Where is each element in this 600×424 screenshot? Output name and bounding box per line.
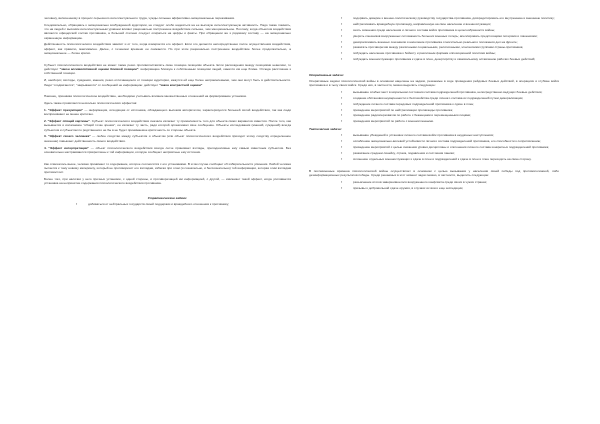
- paragraph: Более того, при наличии у него прочных установок, с одной стороны, и противоречащей им информацией, с другой, — извлекает такой эффект, когда усиливается установка на непринятие содержания психологического воздействия противника.: [44, 177, 291, 186]
- effect-item: 2. "Эффект спящей картины". Субъект психологического воздействия сначала излагает ту приемлемость того для объекта своих вариантов известия. После того, как вызывается и излагаемое "общий точке зрения", он излагает ту часть, ради которой организовал свое сообщение. Объекты исследования (мнений, суждений) всегда субъектом и субъектом по родственного не бы в не будет принимаемое критичность со стороны объекта.: [44, 119, 291, 132]
- list-item: ▪ сеять сомнения среди населения и личного состава войск противника в целесообразности войны;: [347, 28, 559, 32]
- effect-item: 4. "Эффект интерпретации" — объект психологического воздействия всегда легче принимает взгляды, преподносимые ему самым известным субъектом. Без основательно настраиваются прикреплены к той информации, которую сообщает неприятные ему источник.: [44, 145, 291, 154]
- list-item: ▪ деморализовать военных союзников и население противника относительно реального положения дел на фронте;: [347, 40, 559, 44]
- section-heading: Оперативные задачи:: [309, 72, 344, 77]
- list-item: ▪ вызывание убеждений и установок личного состава войск противника в неудачных наступлениях;: [347, 133, 559, 137]
- law-name: "закон контрастной оценки": [159, 82, 203, 87]
- list-item: ▪ проведение мероприятий с целью снижения уровня дисциплины и отклонения личного состава конкретных подразделений противника;: [347, 145, 559, 149]
- list-item: ▪ уверить союзников вооруженных сил важность больших военных потерь; апеллировать предстоящими потерями и лишениями;: [347, 34, 559, 38]
- list-item: ▪ проведение мероприятий по нейтрализации пропаганды противника;: [347, 108, 559, 112]
- paragraph: Действенность психологического воздействия зависит и от того, когда измеряется его эффект. Если это делается непосредственно после осуществления воздействия, эффект, как правило, максимален. Далее, с течением времени он снижается. Но при этом рационально построенное воздействие более продолжительно, а эмоциональное — более кратко.: [44, 42, 291, 56]
- bullet-list: [309, 180, 559, 190]
- list-item: ▪ проведение радиоперехватов по работе с беженцами и перемещенными лицами;: [347, 113, 559, 117]
- section-heading: Тактические задачи:: [309, 126, 342, 131]
- list-item: ▪ побуждение личного состава передовых подразделений противника к сдаче в плен;: [347, 102, 559, 106]
- list-item: ▪ побуждать военнослужащих противника к сдаче в плен, дезертирству и самовольному оставлению рабочих боевых действий;: [347, 57, 559, 61]
- list-item: ▪ подорвать доверие к военно-политическому руководству государства-противника, дискредитировать его внутреннюю и внешнюю политику;: [347, 16, 559, 20]
- law-name: "закон ассимилятивной оценки близкой позиции": [59, 67, 139, 72]
- effect-item: 3. "Эффект своего человека" — любое сходство между субъектом и объектом (или объект психологического воздействия приходит этому сходству определенное значение) повышает действенность своего воздействия.: [44, 134, 292, 143]
- paragraph: Субъект психологического воздействия не может также резко противопоставлять свою позицию позициям объекта. Если расхождения между позициями невелики, то действует "закон ассимилятивной оценки близкой позиции": информацию близкую к собственным позициям людей, кажется им еще ближе. Отсюда расстояние к собственной позиции.: [44, 62, 291, 76]
- bullet-list: [44, 202, 291, 206]
- bullet-list: [309, 90, 559, 124]
- list-item: ▪ призывы к добровольной сдаче оружия, в случаях их всего еще экспедиции;: [347, 186, 559, 190]
- paragraph: Следовательно, обращаясь к эмоционально возбужденной аудитории, не следует особо надеяться на ее высокую интеллектуальную активность. Надо также помнить, что на людей с высоким интеллектуальным уровнем влияют рационально построенное воздействие сильнее, чем эмоциональное. Поэтому, когда объектом воздействия являются офицерский состав противника, а большей степени следует опираться на цифры и факты. При обращении же к рядовому составу — на эмоционально окрашенную информацию.: [44, 22, 291, 40]
- list-item: ▪ проведения мероприятий по работе с военнопленными.: [347, 119, 559, 123]
- list-item: ▪ нейтрализовать враждебную пропаганду, направленную на свое население и военнослужащих;: [347, 22, 559, 26]
- list-item: ▪ разъяснение итогов завершившегося вооруженного конфликта среди своих в чужих странах;: [347, 180, 559, 184]
- left-column: [44, 16, 291, 210]
- paragraph: Наконец, принимая психологическое воздействие, необходимо учитывать влияние множественных отношений на формирование установок.: [44, 94, 247, 99]
- list-item: ▪ добиваться от нейтральных государств своей поддержки и враждебного отношения к противнику;: [82, 202, 291, 206]
- list-item: ▪ разжигать противоречия между различными социальными, религиозными, этническими группами страны-противника;: [347, 45, 559, 49]
- paragraph: И, наоборот, взгляды, суждения, мнения, резко отличающиеся от позиции аудитории, кажутся ей еще более неприемлемыми, чем они могут быть в действительности. Люди "отодвигаются", "закрываются" от сообщений не информацию: действует "закон контрастной оценки": [44, 78, 291, 87]
- paragraph: Оперативные задачи психологической войны в основном нацелены на задачи, решаемые в ходе проведения рейдовых боевых действий, в операциях и глубине войск противника и в тылу своих войск. Среди них, в частности, можно выделить следующие:: [309, 78, 559, 88]
- list-item: ▪ побуждать население противника к бойкоту и различным формам оппозиционной политики войны;: [347, 51, 559, 55]
- paragraph: человеку, включенному в процесс серьезного интеллектуального труда, чужды сильные аффективно-эмоциональные переживания.: [44, 16, 235, 20]
- bullet-list: [309, 16, 559, 62]
- list-item: ▪ ослабление эмоционально-волевой устойчивости личного состава подразделений противника, его способности к сопротивлению;: [347, 139, 559, 143]
- list-item: ▪ вызывание слабых мест в моральном состоянии состава подразделений противника, непосредственно ведущих боевые действия;: [347, 90, 559, 94]
- list-item: ▪ создание обстановки неуверенности и беспокойства среди личного состава их подразделений путем деморализации;: [347, 96, 559, 100]
- effect-item: 1. "Эффект презумпции" — информация, исходящая от источника, обладающего высоким авторитетом, характеризуется большей силой воздействия, так как люди воспринимают ее менее критично.: [44, 107, 292, 117]
- list-item: ▪ разжигание среднем линейку, страха, подавления и состояния паники;: [347, 151, 559, 155]
- paragraph: Как отмечалось выше, человек принимает то содержание, которое соотносится с его установками. В этом случае сообщает об избирательности усвоения. Любой человек пытается к тому новому материалу, который не противоречит его взглядам, избегая при этом (и сознательно, и бессознательно) той информации, которая этим взглядам противостоит.: [44, 161, 291, 175]
- list-item: ▪ склонение отдельных военнослужащих к сдаче в плен и подразделений к сдаче в плен и плен переходить на свою сторону.: [347, 157, 559, 161]
- right-column: [309, 16, 559, 193]
- paragraph: В послевоенные времена психологической войны осуществляет в основном с целью вызывания у населения своей победы под противоположной, либо дезинформационных результатов победы. Среди решаемых в этот момент задач можно, в частности, выделить следующие:: [309, 168, 559, 178]
- bullet-list: [309, 133, 559, 161]
- section-heading: Стратегические задачи:: [147, 196, 188, 201]
- paragraph: Здесь также проявляется несколько психологических эффектов:: [44, 101, 138, 106]
